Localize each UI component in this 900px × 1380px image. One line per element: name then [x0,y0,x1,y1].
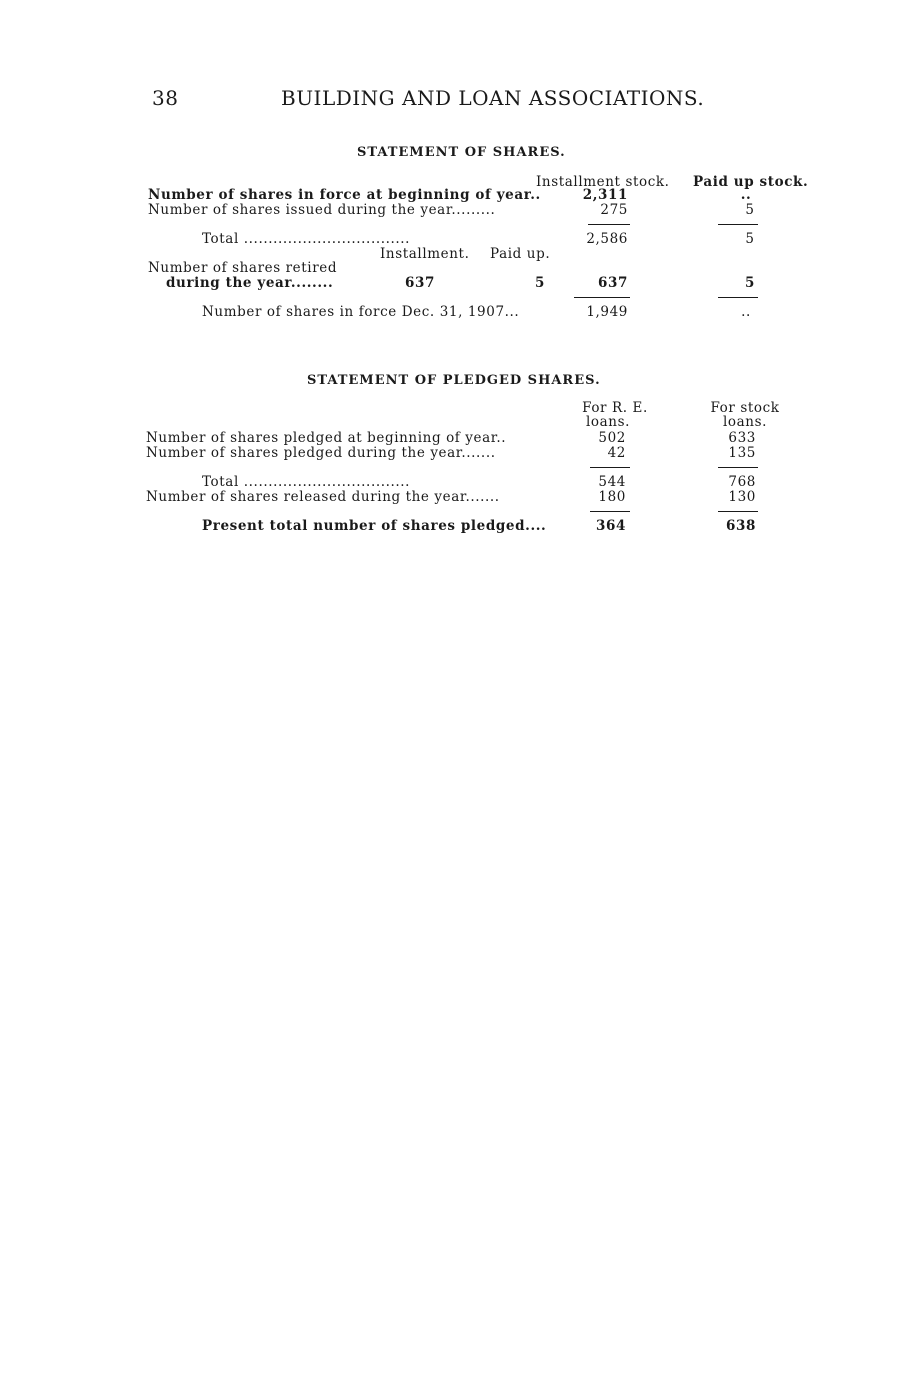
total-rule [718,224,758,225]
re-value: 364 [596,518,626,534]
row-label: during the year........ [166,275,334,291]
sub-col-paid-up: Paid up. [490,246,551,262]
stock-value: 768 [728,474,756,490]
installment-value: 275 [600,202,628,218]
row-label: Number of shares retired [148,260,338,276]
present-rule [718,511,758,512]
sub-installment-value: 637 [405,275,435,291]
row-label: Number of shares in force at beginning of year.. [148,187,541,203]
row-label: Total .................................. [202,231,411,247]
stock-value: 130 [728,489,756,505]
re-value: 180 [598,489,626,505]
col-stock-loans: For stock [710,400,780,416]
total-rule [590,467,630,468]
stock-value: 638 [726,518,756,534]
row-label: Number of shares in force Dec. 31, 1907... [202,304,520,320]
col-stock-loans-2: loans. [722,414,767,430]
paidup-value: .. [740,187,752,203]
total-rule [588,224,630,225]
col-paid-up-stock: Paid up stock. [693,174,809,190]
row-label: Number of shares pledged at beginning of year.. [146,430,507,446]
stock-value: 135 [728,445,756,461]
paidup-value: 5 [745,231,755,247]
shares-title: STATEMENT OF SHARES. [357,145,566,160]
row-label: Present total number of shares pledged.... [202,518,547,534]
page-number: 38 [152,86,179,110]
installment-value: 637 [598,275,628,291]
col-re-loans-2: loans. [585,414,630,430]
row-label: Total .................................. [202,474,411,490]
total-rule [718,467,758,468]
row-label: Number of shares pledged during the year....... [146,445,496,461]
col-installment-stock: Installment stock. [536,174,670,190]
installment-value: 2,586 [586,231,628,247]
in-force-rule [574,297,630,298]
paidup-value: 5 [745,202,755,218]
row-label: Number of shares released during the year....... [146,489,500,505]
running-head: BUILDING AND LOAN ASSOCIATIONS. [281,86,705,110]
installment-value: 1,949 [586,304,628,320]
installment-value: 2,311 [582,187,628,203]
re-value: 502 [598,430,626,446]
col-re-loans: For R. E. [582,400,648,416]
re-value: 42 [607,445,626,461]
stock-value: 633 [728,430,756,446]
paidup-value: .. [741,304,751,320]
in-force-rule [718,297,758,298]
sub-paidup-value: 5 [535,275,545,291]
pledged-title: STATEMENT OF PLEDGED SHARES. [307,373,601,388]
row-label: Number of shares issued during the year......... [148,202,496,218]
paidup-value: 5 [745,275,755,291]
sub-col-installment: Installment. [380,246,470,262]
re-value: 544 [598,474,626,490]
present-rule [590,511,630,512]
